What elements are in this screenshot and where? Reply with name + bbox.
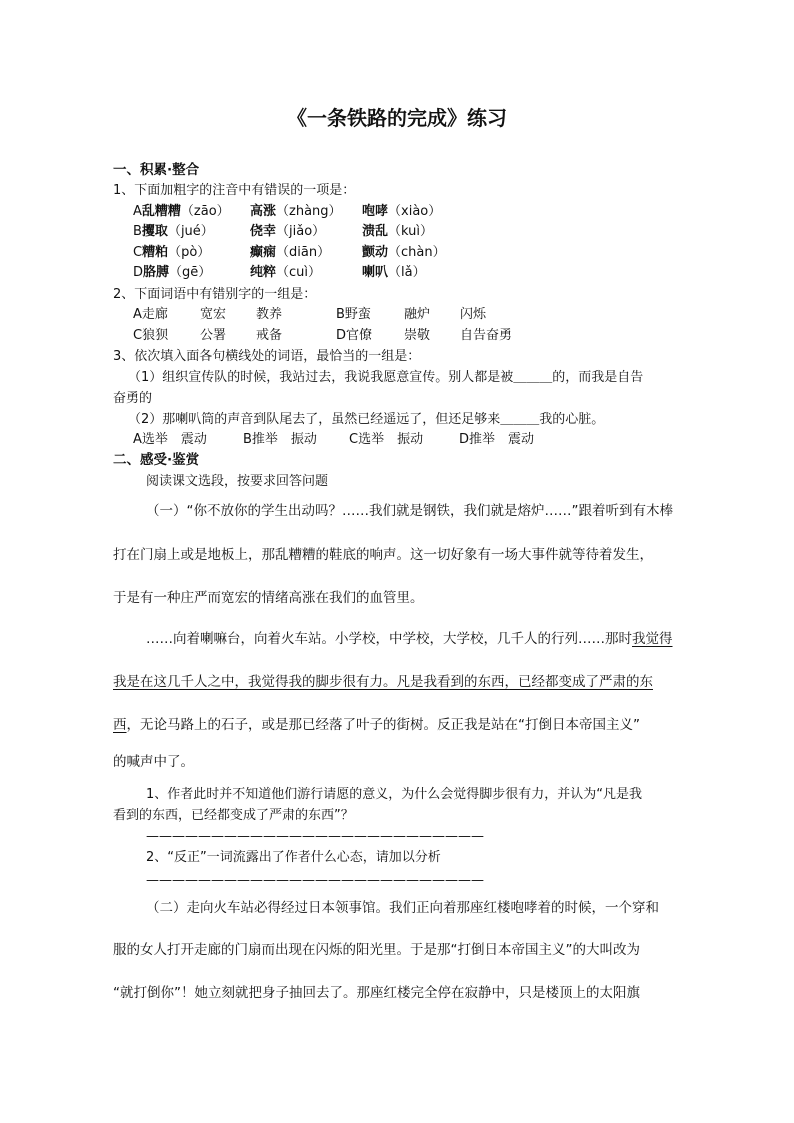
q2-option-a: A走廊 [133, 307, 168, 322]
q1-option-c3 [362, 246, 446, 259]
option-pinyin: （cuì） [276, 265, 322, 280]
passage-2-line-2: 我是在这几千人之中，我觉得我的脚步很有力。凡是我看到的东西，已经都变成了严肃的东 [113, 674, 653, 690]
option-label: A [133, 204, 142, 219]
option-pinyin: （zāo） [180, 204, 230, 219]
q1-option-a2 [250, 205, 342, 218]
q1-option-c1 [133, 246, 210, 259]
q1-option-a1 [133, 205, 230, 218]
option-word: 胳膊 [143, 265, 170, 280]
option-label: B [133, 224, 142, 239]
question-2-stem: 2、下面词语中有错别字的一组是： [113, 287, 317, 302]
q2-option-a-word2: 宽宏 [200, 307, 227, 322]
section-heading-accumulation: 一、积累·整合 [113, 162, 200, 178]
q1-option-d1 [133, 266, 211, 279]
q1-option-a3 [362, 205, 441, 218]
option-word: 攫取 [141, 224, 168, 239]
passage-3-line-3: “就打倒你”！她立刻就把身子抽回去了。那座红楼完全停在寂静中，只是楼顶上的太阳旗 [113, 985, 640, 1001]
option-label: D [133, 265, 144, 280]
passage-1-line-2: 打在门扇上或是地板上，那乱糟糟的鞋底的响声。这一切好象有一场大事件就等待着发生， [113, 547, 653, 563]
option-pinyin: （chàn） [388, 245, 446, 260]
question-3-stem: 3、依次填入面各句横线处的词语，最恰当的一组是： [113, 349, 421, 364]
option-pinyin: （jué） [167, 224, 214, 239]
option-word: 纯粹 [250, 265, 277, 280]
option-word: 糟粕 [142, 245, 169, 260]
q2-option-b-word2: 融炉 [404, 307, 431, 322]
q3-sentence-1-cont: 奋勇的 [113, 391, 153, 406]
sub-question-1-cont: 看到的东西，已经都变成了严肃的东西”？ [113, 808, 354, 823]
passage-2-line-1 [146, 633, 673, 647]
q2-option-b: B野蛮 [336, 307, 371, 322]
option-pinyin: （kuì） [388, 224, 433, 239]
option-pinyin: （gē） [169, 265, 212, 280]
option-word: 癫痫 [250, 245, 277, 260]
q2-option-c-word2: 公署 [200, 328, 227, 343]
option-pinyin: （lǎ） [388, 265, 426, 280]
q3-sentence-1: （1）组织宣传队的时候，我站过去，我说我愿意宣传。别人都是被＿＿＿的，而我是自告 [128, 370, 644, 385]
passage-2-line-3 [113, 719, 640, 733]
q3-option-a: A选举 震动 [133, 432, 207, 447]
underlined-text: 西 [113, 717, 127, 733]
passage-text: ……向着喇嘛台，向着火车站。小学校，中学校，大学校，几千人的行列……那时 [146, 631, 632, 647]
option-word: 侥幸 [250, 224, 277, 239]
q2-option-d-word2: 崇敬 [404, 328, 431, 343]
q1-option-b3 [362, 225, 433, 238]
q1-option-d3 [362, 266, 426, 279]
answer-line-2: —————————————————————————— [146, 873, 484, 888]
q3-option-b: B推举 振动 [243, 432, 317, 447]
q2-option-c-word3: 戒备 [256, 328, 283, 343]
option-word: 溃乱 [362, 224, 389, 239]
option-label: C [133, 245, 143, 260]
option-pinyin: （diān） [276, 245, 331, 260]
option-word: 高涨 [250, 204, 277, 219]
q2-option-d-word3: 自告奋勇 [460, 328, 513, 343]
passage-1-line-1: （一）“你不放你的学生出动吗？……我们就是钢铁，我们就是熔炉……”跟着听到有木棒 [146, 503, 673, 519]
q3-sentence-2: （2）那喇叭筒的声音到队尾去了，虽然已经遥远了，但还足够来＿＿＿我的心脏。 [128, 412, 605, 427]
passage-3-line-1: （二）走向火车站必得经过日本领事馆。我们正向着那座红楼咆哮着的时候，一个穿和 [146, 900, 659, 916]
q2-option-a-word3: 教养 [256, 307, 283, 322]
q1-option-b1 [133, 225, 214, 238]
answer-line-1: —————————————————————————— [146, 829, 484, 844]
q1-option-d2 [250, 266, 321, 279]
question-1-stem: 1、下面加粗字的注音中有错误的一项是： [113, 183, 356, 198]
option-word: 咆哮 [362, 204, 389, 219]
passage-text: ，无论马路上的石子，或是那已经落了叶子的街树。反正我是站在“打倒日本帝国主义” [126, 717, 640, 733]
option-word: 喇叭 [362, 265, 389, 280]
passage-2-line-4: 的喊声中了。 [113, 754, 194, 770]
option-pinyin: （zhàng） [276, 204, 342, 219]
sub-question-2: 2、“反正”一词流露出了作者什么心态，请加以分析 [146, 850, 441, 865]
q1-option-c2 [250, 246, 330, 259]
section-heading-appreciation: 二、感受·鉴赏 [113, 452, 200, 468]
option-pinyin: （jiǎo） [276, 224, 326, 239]
q3-option-c: C选举 振动 [349, 432, 424, 447]
underlined-text: 我觉得 [632, 631, 673, 647]
passage-3-line-2: 服的女人打开走廊的门扇而出现在闪烁的阳光里。于是那“打倒日本帝国主义”的大叫改为 [113, 942, 640, 958]
q1-option-b2 [250, 225, 325, 238]
option-word: 乱糟糟 [141, 204, 181, 219]
passage-1-line-3: 于是有一种庄严而宽宏的情绪高涨在我们的血管里。 [113, 590, 424, 606]
option-pinyin: （pò） [168, 245, 211, 260]
reading-intro: 阅读课文选段，按要求回答问题 [146, 474, 329, 489]
q2-option-d: D官僚 [336, 328, 373, 343]
sub-question-1: 1、作者此时并不知道他们游行请愿的意义，为什么会觉得脚步很有力，并认为“凡是我 [146, 787, 643, 802]
option-word: 颤动 [362, 245, 389, 260]
q2-option-c: C狼狈 [133, 328, 169, 343]
q2-option-b-word3: 闪烁 [460, 307, 487, 322]
option-pinyin: （xiào） [388, 204, 442, 219]
page-title: 《一条铁路的完成》练习 [287, 106, 507, 130]
q3-option-d: D推举 震动 [459, 432, 535, 447]
